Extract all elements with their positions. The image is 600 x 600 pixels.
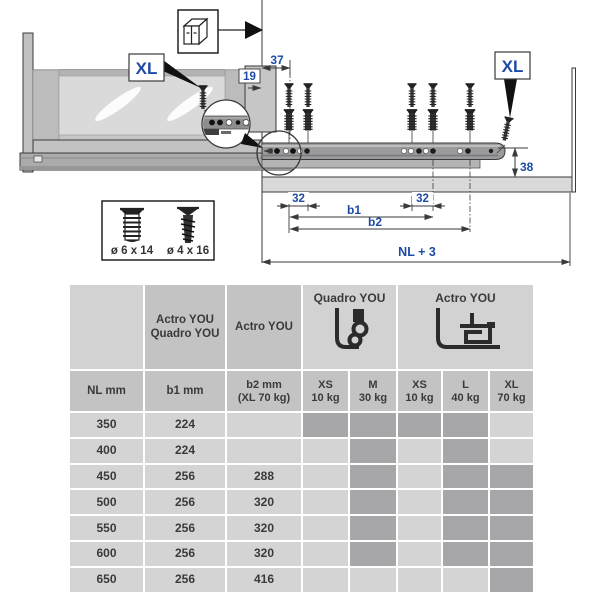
svg-text:19: 19 <box>243 71 256 83</box>
b1-value-cell: 224 <box>145 439 225 463</box>
nl-value-cell: 650 <box>70 568 143 592</box>
availability-cell <box>443 568 488 592</box>
header-actro-group <box>398 285 533 369</box>
availability-cell <box>398 413 441 437</box>
b2-value-cell <box>227 439 301 463</box>
availability-cell <box>350 413 396 437</box>
header-actro-l <box>443 371 488 411</box>
availability-cell <box>443 439 488 463</box>
header-quadro-m <box>350 371 396 411</box>
b1-value-cell: 224 <box>145 413 225 437</box>
nl-value-cell: 500 <box>70 490 143 514</box>
size-label: XS <box>412 378 427 391</box>
load-label: 10 kg <box>405 391 434 404</box>
runner-assembly <box>20 153 292 170</box>
svg-text:b2: b2 <box>367 215 383 229</box>
actro-group-title: Actro YOU <box>435 291 496 305</box>
b1-value-cell: 256 <box>145 490 225 514</box>
header-b2 <box>227 371 301 411</box>
screw1-label: ø 6 x 14 <box>110 245 154 257</box>
header-quadro-xs <box>303 371 348 411</box>
header-b1-group <box>145 285 225 369</box>
nl-value-cell: 600 <box>70 542 143 566</box>
availability-cell <box>443 490 488 514</box>
svg-text:b1: b1 <box>346 203 362 217</box>
nl-value-cell: 450 <box>70 465 143 489</box>
svg-text:38: 38 <box>520 160 534 174</box>
availability-cell <box>303 516 348 540</box>
availability-cell <box>350 465 396 489</box>
availability-cell <box>443 413 488 437</box>
availability-cell <box>303 490 348 514</box>
size-label: L <box>462 378 469 391</box>
availability-cell <box>490 465 533 489</box>
load-label: 40 kg <box>451 391 480 404</box>
availability-cell <box>350 516 396 540</box>
header-empty-cell <box>70 285 143 369</box>
b2-value-cell: 416 <box>227 568 301 592</box>
cabinet-back-panel <box>23 33 33 172</box>
availability-cell <box>303 568 348 592</box>
b2-value-cell: 320 <box>227 542 301 566</box>
availability-cell <box>303 465 348 489</box>
availability-cell <box>350 439 396 463</box>
availability-cell <box>490 516 533 540</box>
b2-value-cell: 320 <box>227 516 301 540</box>
availability-cell <box>490 542 533 566</box>
header-b2-group <box>227 285 301 369</box>
availability-cell <box>398 439 441 463</box>
header-nl-label: NL mm <box>87 384 126 397</box>
availability-cell <box>490 439 533 463</box>
availability-cell <box>350 542 396 566</box>
availability-cell <box>398 542 441 566</box>
svg-text:NL + 3: NL + 3 <box>398 245 436 259</box>
availability-cell <box>398 490 441 514</box>
header-b2-line2: (XL 70 kg) <box>237 391 291 404</box>
availability-cell <box>350 490 396 514</box>
xl-label-right-box <box>495 52 530 118</box>
size-label: XL <box>504 378 519 391</box>
quadro-group-title: Quadro YOU <box>313 291 386 305</box>
header-actro-xs <box>398 371 441 411</box>
b2-value-cell: 288 <box>227 465 301 489</box>
mounting-screws <box>284 84 475 143</box>
cabinet-icon <box>178 10 263 53</box>
load-label: 10 kg <box>311 391 340 404</box>
header-b2-group-label: Actro YOU <box>235 320 293 333</box>
header-quadro-group <box>303 285 396 369</box>
header-b1-label: b1 mm <box>166 384 204 397</box>
nl-value-cell: 550 <box>70 516 143 540</box>
availability-cell <box>350 568 396 592</box>
nl-value-cell: 400 <box>70 439 143 463</box>
actro-you-icon <box>424 308 508 356</box>
xl-label-right: XL <box>501 57 524 76</box>
header-b2-line1: b2 mm <box>246 378 282 391</box>
availability-cell <box>490 490 533 514</box>
svg-text:32: 32 <box>292 193 305 205</box>
screw2-label: ø 4 x 16 <box>166 245 210 257</box>
b1-value-cell: 256 <box>145 542 225 566</box>
dim-32-mid <box>400 192 445 211</box>
quadro-you-icon <box>323 308 377 356</box>
header-actro-xl <box>490 371 533 411</box>
b2-value-cell <box>227 413 301 437</box>
load-label: 70 kg <box>497 391 526 404</box>
b1-value-cell: 256 <box>145 465 225 489</box>
availability-cell <box>303 542 348 566</box>
header-b1 <box>145 371 225 411</box>
size-label: M <box>368 378 378 391</box>
availability-cell <box>303 439 348 463</box>
cabinet-front-board <box>572 68 576 192</box>
nl-value-cell: 350 <box>70 413 143 437</box>
header-b1-group-line1: Actro YOU <box>156 313 214 326</box>
b2-value-cell: 320 <box>227 490 301 514</box>
availability-cell <box>398 465 441 489</box>
availability-cell <box>398 568 441 592</box>
load-label: 30 kg <box>358 391 388 404</box>
xl-label-left: XL <box>135 59 158 78</box>
dim-32-left <box>277 192 320 233</box>
header-nl <box>70 371 143 411</box>
availability-cell <box>443 465 488 489</box>
header-b1-group-line2: Quadro YOU <box>150 327 220 340</box>
availability-cell <box>398 516 441 540</box>
svg-text:32: 32 <box>416 193 429 205</box>
size-label: XS <box>318 378 333 391</box>
availability-cell <box>490 568 533 592</box>
svg-text:37: 37 <box>270 53 284 67</box>
availability-cell <box>443 516 488 540</box>
b1-value-cell: 256 <box>145 516 225 540</box>
cabinet-bottom-panel <box>262 177 572 192</box>
availability-cell <box>490 413 533 437</box>
availability-cell <box>303 413 348 437</box>
screw-legend <box>102 201 214 260</box>
b1-value-cell: 256 <box>145 568 225 592</box>
dimension-table <box>70 285 533 592</box>
availability-cell <box>443 542 488 566</box>
